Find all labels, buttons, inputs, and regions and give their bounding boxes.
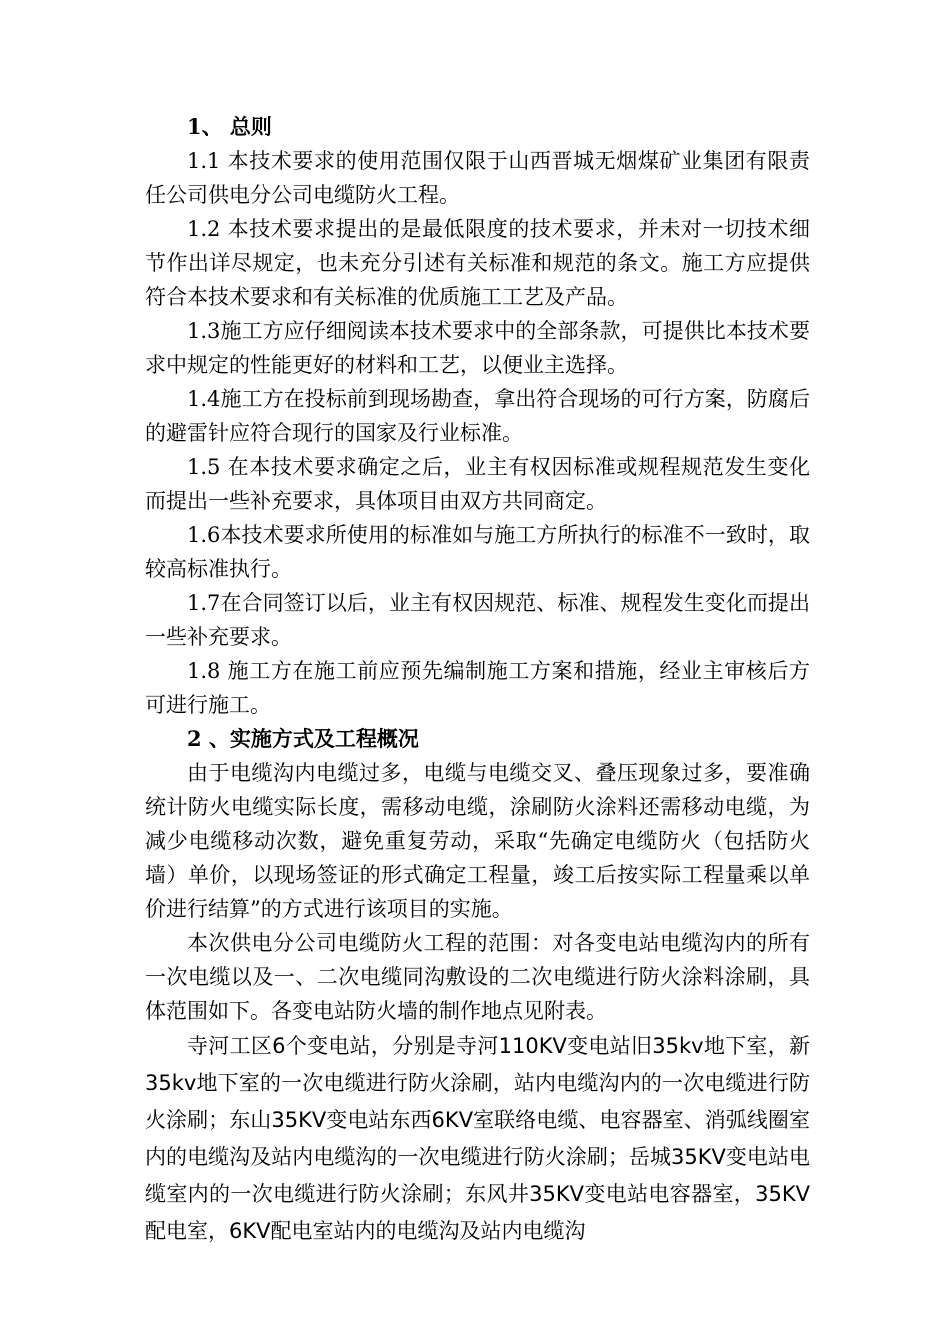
clause-1-3: 1.3施工方应仔细阅读本技术要求中的全部条款，可提供比本技术要求中规定的性能更好的材料和工艺，以便业主选择。	[145, 319, 810, 377]
implementation-paragraph: 由于电缆沟内电缆过多，电缆与电缆交叉、叠压现象过多，要准确统计防火电缆实际长度，需移动电缆，涂刷防火涂料还需移动电缆，为减少电缆移动次数，避免重复劳动，采取“先确定电缆防火（包括防火墙）单价，以现场签证的形式确定工程量，竣工后按实际工程量乘以单价进行结算”的方式进行该项目的实施。	[145, 761, 810, 921]
clause-1-4: 1.4施工方在投标前到现场勘查，拿出符合现场的可行方案，防腐后的避雷针应符合现行的国家及行业标准。	[145, 387, 810, 445]
clause-1-5: 1.5 在本技术要求确定之后，业主有权因标准或规程规范发生变化而提出一些补充要求，具体项目由双方共同商定。	[145, 455, 810, 513]
document-body	[145, 110, 810, 1250]
sihe-district-paragraph: 寺河工区6个变电站，分别是寺河110KV变电站旧35kv地下室，新35kv地下室的一次电缆进行防火涂刷，站内电缆沟内的一次电缆进行防火涂刷；东山35KV变电站东西6KV室联络电缆、电容器室、消弧线圈室内的电缆沟及站内电缆沟的一次电缆进行防火涂刷；岳城35KV变电站电缆室内的一次电缆进行防火涂刷；东风井35KV变电站电容器室，35KV配电室，6KV配电室站内的电缆沟及站内电缆沟	[145, 1034, 810, 1243]
clause-1-7: 1.7在合同签订以后，业主有权因规范、标准、规程发生变化而提出一些补充要求。	[145, 591, 810, 649]
scope-paragraph: 本次供电分公司电缆防火工程的范围：对各变电站电缆沟内的所有一次电缆以及一、二次电缆同沟敷设的二次电缆进行防火涂料涂刷，具体范围如下。各变电站防火墙的制作地点见附表。	[145, 931, 810, 1023]
clause-1-6: 1.6本技术要求所使用的标准如与施工方所执行的标准不一致时，取较高标准执行。	[145, 523, 810, 581]
section-1-heading: 1、 总则	[187, 114, 272, 139]
clause-1-2: 1.2 本技术要求提出的是最低限度的技术要求，并未对一切技术细节作出详尽规定，也未充分引述有关标准和规范的条文。施工方应提供符合本技术要求和有关标准的优质施工工艺及产品。	[145, 217, 810, 309]
clause-1-8: 1.8 施工方在施工前应预先编制施工方案和措施，经业主审核后方可进行施工。	[145, 659, 810, 717]
section-2-heading: 2 、实施方式及工程概况	[187, 726, 419, 751]
clause-1-1: 1.1 本技术要求的使用范围仅限于山西晋城无烟煤矿业集团有限责任公司供电分公司电缆防火工程。	[145, 149, 810, 207]
